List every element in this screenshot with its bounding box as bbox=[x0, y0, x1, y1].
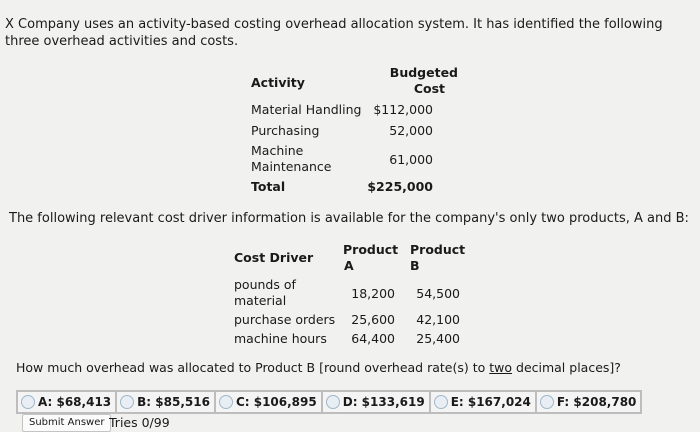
activity-purchasing: Purchasing bbox=[251, 123, 320, 138]
value-a-purchase-orders: 25,600 bbox=[351, 312, 395, 327]
value-b-purchase-orders: 42,100 bbox=[416, 312, 460, 327]
value-b-machine-hours: 25,400 bbox=[416, 331, 460, 346]
header-activity: Activity bbox=[251, 75, 305, 90]
radio-b-icon[interactable] bbox=[120, 395, 134, 409]
cost-total: $225,000 bbox=[367, 179, 433, 194]
question-text bbox=[16, 360, 621, 375]
cost-machine-maintenance: 61,000 bbox=[389, 152, 433, 167]
header-b: B bbox=[410, 258, 420, 273]
activity-maintenance: Maintenance bbox=[251, 159, 332, 174]
header-budgeted: Budgeted bbox=[389, 65, 458, 80]
radio-d-icon[interactable] bbox=[326, 395, 340, 409]
activity-total: Total bbox=[251, 179, 286, 194]
radio-a-icon[interactable] bbox=[21, 395, 35, 409]
driver-material: material bbox=[234, 293, 287, 308]
header-cost: Cost bbox=[413, 81, 445, 96]
intro-text: X Company uses an activity-based costing overhead allocation system. It has identified the following three overhead activities and costs. bbox=[5, 17, 663, 49]
activity-material-handling: Material Handling bbox=[251, 102, 362, 117]
submit-answer-button[interactable]: Submit Answer bbox=[22, 414, 111, 432]
choice-d-label: D: $133,619 bbox=[342, 395, 425, 409]
question-underlined: two bbox=[489, 360, 513, 375]
choice-f-label: F: $208,780 bbox=[556, 395, 637, 409]
radio-e-icon[interactable] bbox=[434, 395, 448, 409]
choice-b[interactable] bbox=[116, 391, 215, 413]
header-cost-driver: Cost Driver bbox=[234, 250, 314, 265]
choice-e[interactable] bbox=[430, 391, 536, 413]
choice-c[interactable] bbox=[215, 391, 322, 413]
driver-machine-hours: machine hours bbox=[234, 331, 327, 346]
activity-machine: Machine bbox=[251, 143, 304, 158]
cost-purchasing: 52,000 bbox=[389, 123, 433, 138]
choice-d[interactable] bbox=[322, 391, 430, 413]
choice-e-label: E: $167,024 bbox=[450, 395, 531, 409]
radio-f-icon[interactable] bbox=[540, 395, 554, 409]
header-a: A bbox=[344, 258, 354, 273]
value-b-pounds: 54,500 bbox=[416, 286, 460, 301]
tries-counter: Tries 0/99 bbox=[109, 415, 170, 430]
cost-material-handling: $112,000 bbox=[373, 102, 433, 117]
choice-a-label: A: $68,413 bbox=[38, 395, 112, 409]
value-a-machine-hours: 64,400 bbox=[351, 331, 395, 346]
value-a-pounds: 18,200 bbox=[351, 286, 395, 301]
choice-f[interactable] bbox=[536, 391, 642, 413]
choice-c-label: C: $106,895 bbox=[235, 395, 317, 409]
driver-purchase-orders: purchase orders bbox=[234, 312, 336, 327]
choice-b-label: B: $85,516 bbox=[137, 395, 210, 409]
radio-c-icon[interactable] bbox=[219, 395, 233, 409]
driver-pounds: pounds of bbox=[234, 277, 296, 292]
question-before: How much overhead was allocated to Product B [round overhead rate(s) to bbox=[16, 360, 490, 375]
question-after: decimal places]? bbox=[512, 360, 621, 375]
header-product-a: Product bbox=[343, 242, 399, 257]
header-product-b: Product bbox=[410, 242, 466, 257]
answer-choices bbox=[16, 390, 642, 414]
choice-a[interactable] bbox=[17, 391, 116, 413]
info-text: The following relevant cost driver information is available for the company's only two products, A and B: bbox=[9, 211, 689, 226]
